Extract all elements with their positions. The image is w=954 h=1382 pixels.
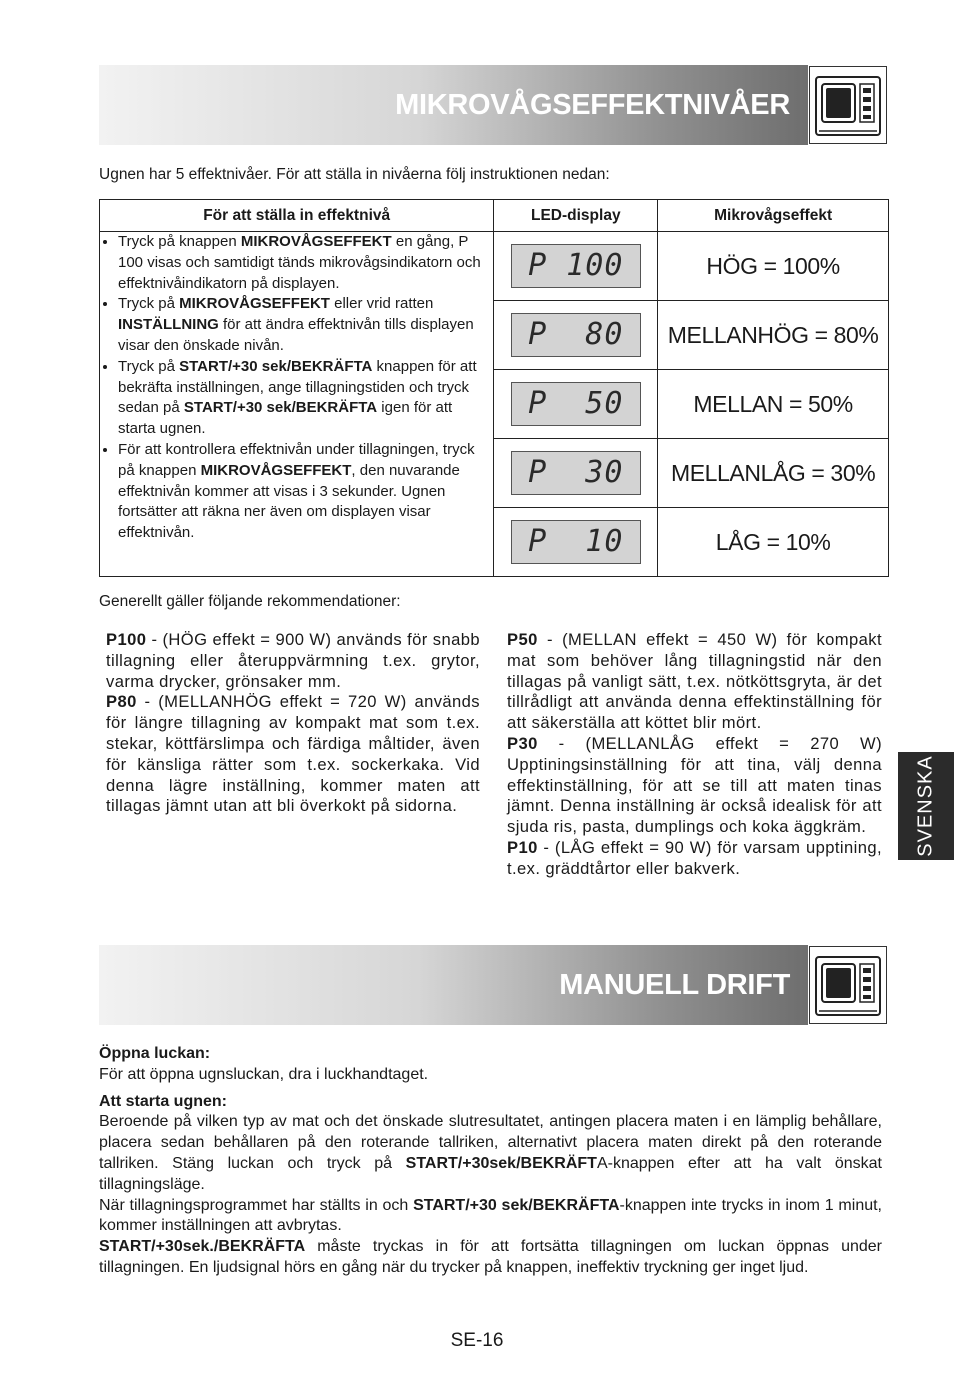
recommendation-item: P10 - (LÅG effekt = 90 W) för varsam upptining, t.ex. gräddtårtor eller bakverk. <box>507 837 882 878</box>
led-display: P 50 <box>511 382 641 426</box>
section-title: MIKROVÅGSEFFEKTNIVÅER <box>395 89 790 121</box>
table-header-led: LED-display <box>494 200 658 232</box>
microwave-icon <box>809 946 887 1024</box>
power-level: HÖG = 100% <box>658 232 889 301</box>
led-cell <box>494 301 658 370</box>
section-title: MANUELL DRIFT <box>559 969 790 1001</box>
open-door-heading: Öppna luckan: <box>99 1045 211 1062</box>
led-cell <box>494 508 658 577</box>
instruction-item: • Tryck på knappen MIKROVÅGSEFFEKT en gång, P 100 visas och samtidigt tänds mikrovågsindikatorn och effektnivåindikatorn på displayen. <box>118 232 493 294</box>
recommendation-item: P80 - (MELLANHÖG effekt = 720 W) används för längre tillagning av kompakt mat som t.ex. stekar, köttfärslimpa och färdiga måltider, även för känsliga rätter som t.ex. sockerkaka. Vid denna lägre inställning, kommer maten att tillagas jämnt utan att bli överkokt på sidorna. <box>106 692 480 816</box>
language-tab <box>898 752 954 860</box>
instruction-item: • Tryck på MIKROVÅGSEFFEKT eller vrid ratten INSTÄLLNING för att ändra effektnivån tills displayen visar den önskade nivån. <box>118 294 493 356</box>
led-display: P 80 <box>511 313 641 357</box>
section-banner-manual-operation <box>99 945 808 1025</box>
instruction-item: • För att kontrollera effektnivån under tillagningen, tryck på knappen MIKROVÅGSEFFEKT, den nuvarande effektnivån kommer att visas i 3 sekunder. Ugnen fortsätter att räkna ner även om displayen visar effektnivån. <box>118 440 493 544</box>
power-level: MELLAN = 50% <box>658 370 889 439</box>
open-door-text: För att öppna ugnsluckan, dra i luckhandtaget. <box>99 1065 429 1083</box>
table-header-instructions: För att ställa in effektnivå <box>100 200 494 232</box>
instruction-item: • Tryck på START/+30 sek/BEKRÄFTA knappen för att bekräfta inställningen, ange tillagningstiden och tryck sedan på START/+30 sek/BEKRÄFTA igen för att starta ugnen. <box>118 357 493 440</box>
table-header-power: Mikrovågseffekt <box>658 200 889 232</box>
recommendation-item: P30 - (MELLANLÅG effekt = 270 W) Upptiningsinställning för att tina, välj denna effektinställning, för att se till att maten tinas jämnt. Denna inställning är också idealisk för att sjuda ris, pasta, dumplings och koka äggkräm. <box>507 733 882 837</box>
start-oven-paragraph: Beroende på vilken typ av mat och det önskade slutresultatet, antingen placera maten i en lämplig behållare, placera sedan behållaren på den roterande tallriken, alternativt placera maten direkt på den roterande tallriken. Stäng luckan och tryck på START/+30sek/BEKRÄFTA-knappen efter att ha valt önskat tillagningsläge. <box>99 1113 882 1193</box>
instructions-cell <box>100 232 494 577</box>
led-cell <box>494 370 658 439</box>
power-level: MELLANHÖG = 80% <box>658 301 889 370</box>
start-oven-heading: Att starta ugnen: <box>99 1092 227 1110</box>
microwave-icon <box>809 66 887 144</box>
recommendation-item: P100 - (HÖG effekt = 900 W) används för snabb tillagning eller återuppvärmning t.ex. grytor, varma drycker, grönsaker mm. <box>106 630 480 691</box>
recommendations-right-column <box>507 630 882 880</box>
led-display: P 10 <box>511 520 641 564</box>
page-number: SE-16 <box>450 1330 504 1351</box>
power-level: LÅG = 10% <box>658 508 889 577</box>
led-cell <box>494 439 658 508</box>
led-cell <box>494 232 658 301</box>
led-display: P 100 <box>511 244 641 288</box>
recommendation-intro: Generellt gäller följande rekommendationer: <box>99 593 401 610</box>
recommendations-left-column <box>106 630 480 817</box>
manual-operation-body <box>99 1044 882 1279</box>
start-oven-paragraph: När tillagningsprogrammet har ställts in och START/+30 sek/BEKRÄFTA-knappen inte trycks in inom 1 minut, kommer inställningen att avbrytas. <box>99 1196 883 1235</box>
section-banner-effect-levels <box>99 65 808 145</box>
language-label: SVENSKA <box>914 755 937 857</box>
start-oven-paragraph: START/+30sek./BEKRÄFTA måste tryckas in för att fortsätta tillagningen om luckan öppnas under tillagningen. En ljudsignal hörs en gång när du trycker på knappen, ineffektiv tryckning ger inget ljud. <box>99 1238 882 1276</box>
led-display: P 30 <box>511 451 641 495</box>
power-level: MELLANLÅG = 30% <box>658 439 889 508</box>
intro-text: Ugnen har 5 effektnivåer. För att ställa in nivåerna följ instruktionen nedan: <box>99 166 610 183</box>
recommendation-item: P50 - (MELLAN effekt = 450 W) för kompakt mat som behöver lång tillagningstid när den tillagas på vanligt sätt, t.ex. nötköttsgryta, är det tillrådligt att använda denna effektinställning för att säkerställa att köttet blir mört. <box>507 630 882 733</box>
effect-level-table <box>99 199 889 577</box>
